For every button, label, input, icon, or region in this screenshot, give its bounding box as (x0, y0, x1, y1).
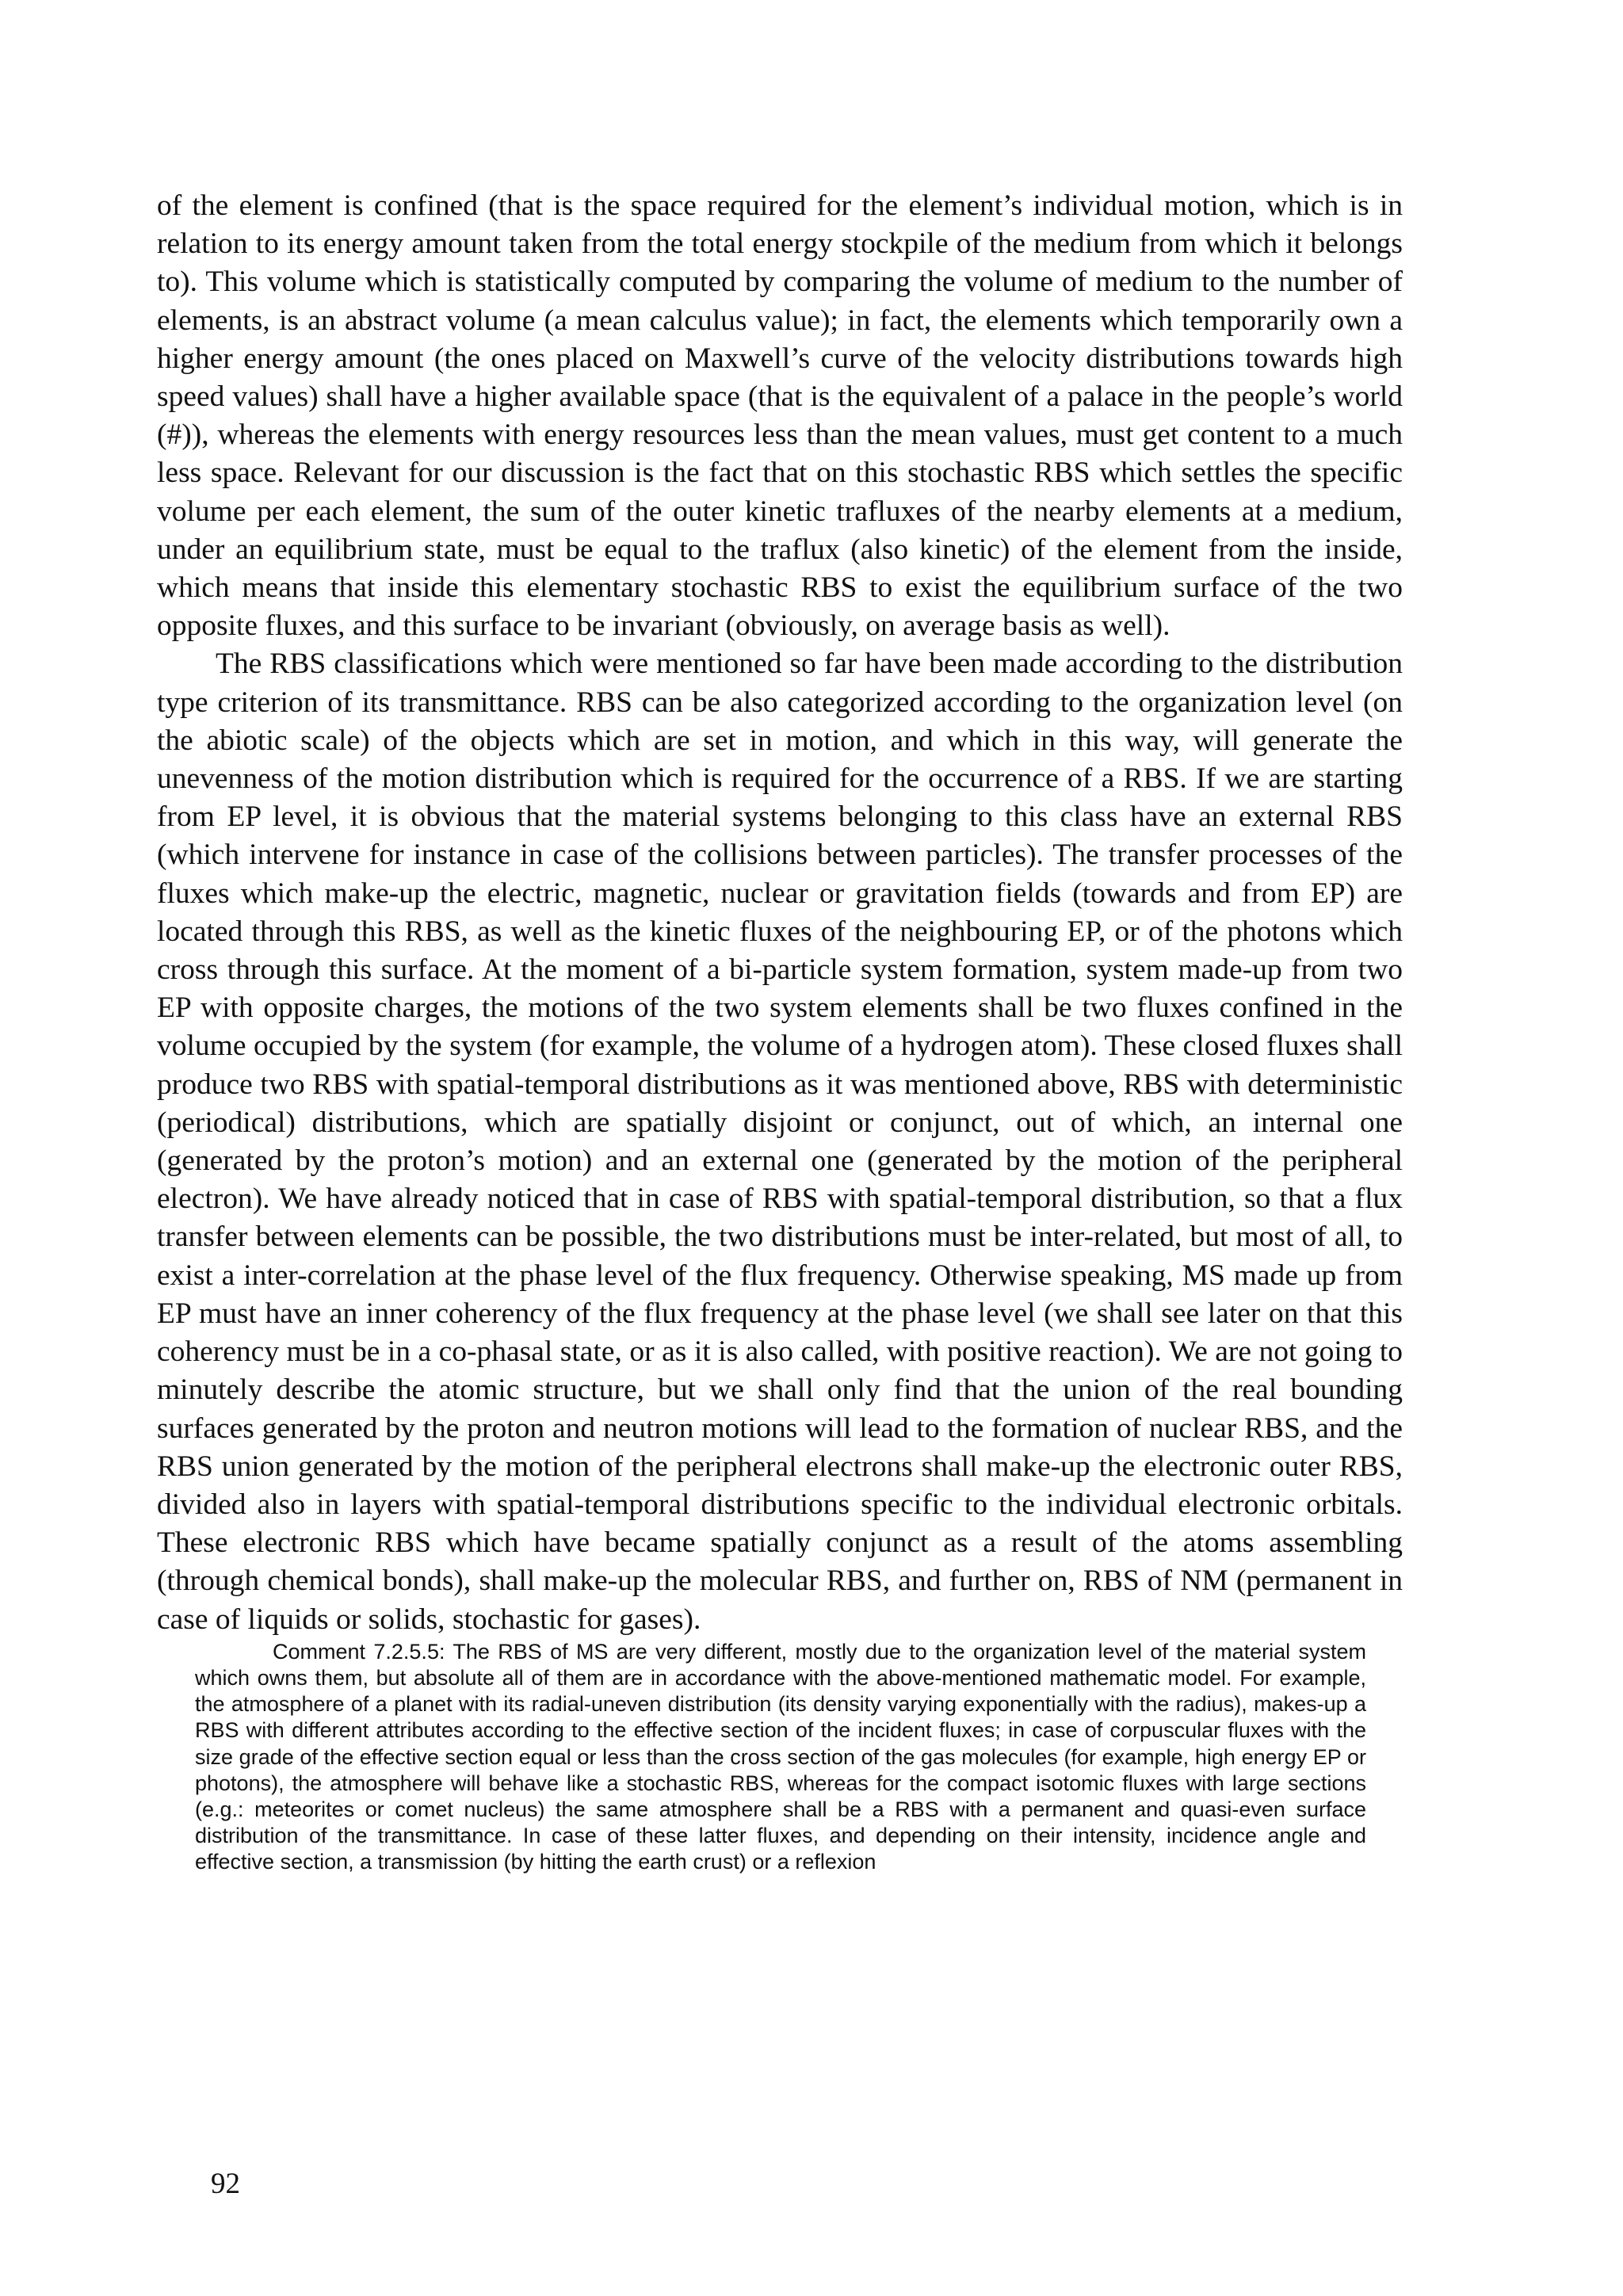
body-paragraph-1: of the element is confined (that is the space required for the element’s individual motion, which is in relation to its energy amount taken from the total energy stockpile of the medium from which it belongs to). This volume which is statistically computed by comparing the volume of medium to the number of elements, is an abstract volume (a mean calculus value); in fact, the elements which temporarily own a higher energy amount (the ones placed on Maxwell’s curve of the velocity distributions towards high speed values) shall have a higher available space (that is the equivalent of a palace in the people’s world (#)), whereas the elements with energy resources less than the mean values, must get content to a much less space. Relevant for our discussion is the fact that on this stochastic RBS which settles the specific volume per each element, the sum of the outer kinetic trafluxes of the nearby elements at a medium, under an equilibrium state, must be equal to the traflux (also kinetic) of the element from the inside, which means that inside this elementary stochastic RBS to exist the equilibrium surface of the two opposite fluxes, and this surface to be invariant (obviously, on average basis as well). (157, 189, 1403, 643)
page-content (157, 187, 1403, 1876)
comment-block: Comment 7.2.5.5: The RBS of MS are very different, mostly due to the organization level of the material system which owns them, but absolute all of them are in accordance with the above-mentioned mathematic model. For example, the atmosphere of a planet with its radial-uneven distribution (its density varying exponentially with the radius), makes-up a RBS with different attributes according to the effective section of the incident fluxes; in case of corpuscular fluxes with the size grade of the effective section equal or less than the cross section of the gas molecules (for example, high energy EP or photons), the atmosphere will behave like a stochastic RBS, whereas for the compact isotomic fluxes with large sections (e.g.: meteorites or comet nucleus) the same atmosphere shall be a RBS with a permanent and quasi-even surface distribution of the transmittance. In case of these latter fluxes, and depending on their intensity, incidence angle and effective section, a transmission (by hitting the earth crust) or a reflexion (195, 1639, 1366, 1874)
body-paragraph-2: The RBS classifications which were mentioned so far have been made according to the distribution type criterion of its transmittance. RBS can be also categorized according to the organization level (on the abiotic scale) of the objects which are set in motion, and which in this way, will generate the unevenness of the motion distribution which is required for the occurrence of a RBS. If we are starting from EP level, it is obvious that the material systems belonging to this class have an external RBS (which intervene for instance in case of the collisions between particles). The transfer processes of the fluxes which make-up the electric, magnetic, nuclear or gravitation fields (towards and from EP) are located through this RBS, as well as the kinetic fluxes of the neighbouring EP, or of the photons which cross through this surface. At the moment of a bi-particle system formation, system made-up from two EP with opposite charges, the motions of the two system elements shall be two fluxes confined in the volume occupied by the system (for example, the volume of a hydrogen atom). These closed fluxes shall produce two RBS with spatial-temporal distributions as it was mentioned above, RBS with deterministic (periodical) distributions, which are spatially disjoint or conjunct, out of which, an internal one (generated by the proton’s motion) and an external one (generated by the motion of the peripheral electron). We have already noticed that in case of RBS with spatial-temporal distribution, so that a flux transfer between elements can be possible, the two distributions must be inter-related, but most of all, to exist a inter-correlation at the phase level of the flux frequency. Otherwise speaking, MS made up from EP must have an inner coherency of the flux frequency at the phase level (we shall see later on that this coherency must be in a co-phasal state, or as it is also called, with positive reaction). We are not going to minutely describe the atomic structure, but we shall only find that the union of the real bounding surfaces generated by the proton and neutron motions will lead to the formation of nuclear RBS, and the RBS union generated by the motion of the peripheral electrons shall make-up the electronic outer RBS, divided also in layers with spatial-temporal distributions specific to the individual electronic orbitals. These electronic RBS which have became spatially conjunct as a result of the atoms assembling (through chemical bonds), shall make-up the molecular RBS, and further on, RBS of NM (permanent in case of liquids or solids, stochastic for gases). (157, 648, 1403, 1636)
page-number: 92 (211, 2168, 240, 2200)
